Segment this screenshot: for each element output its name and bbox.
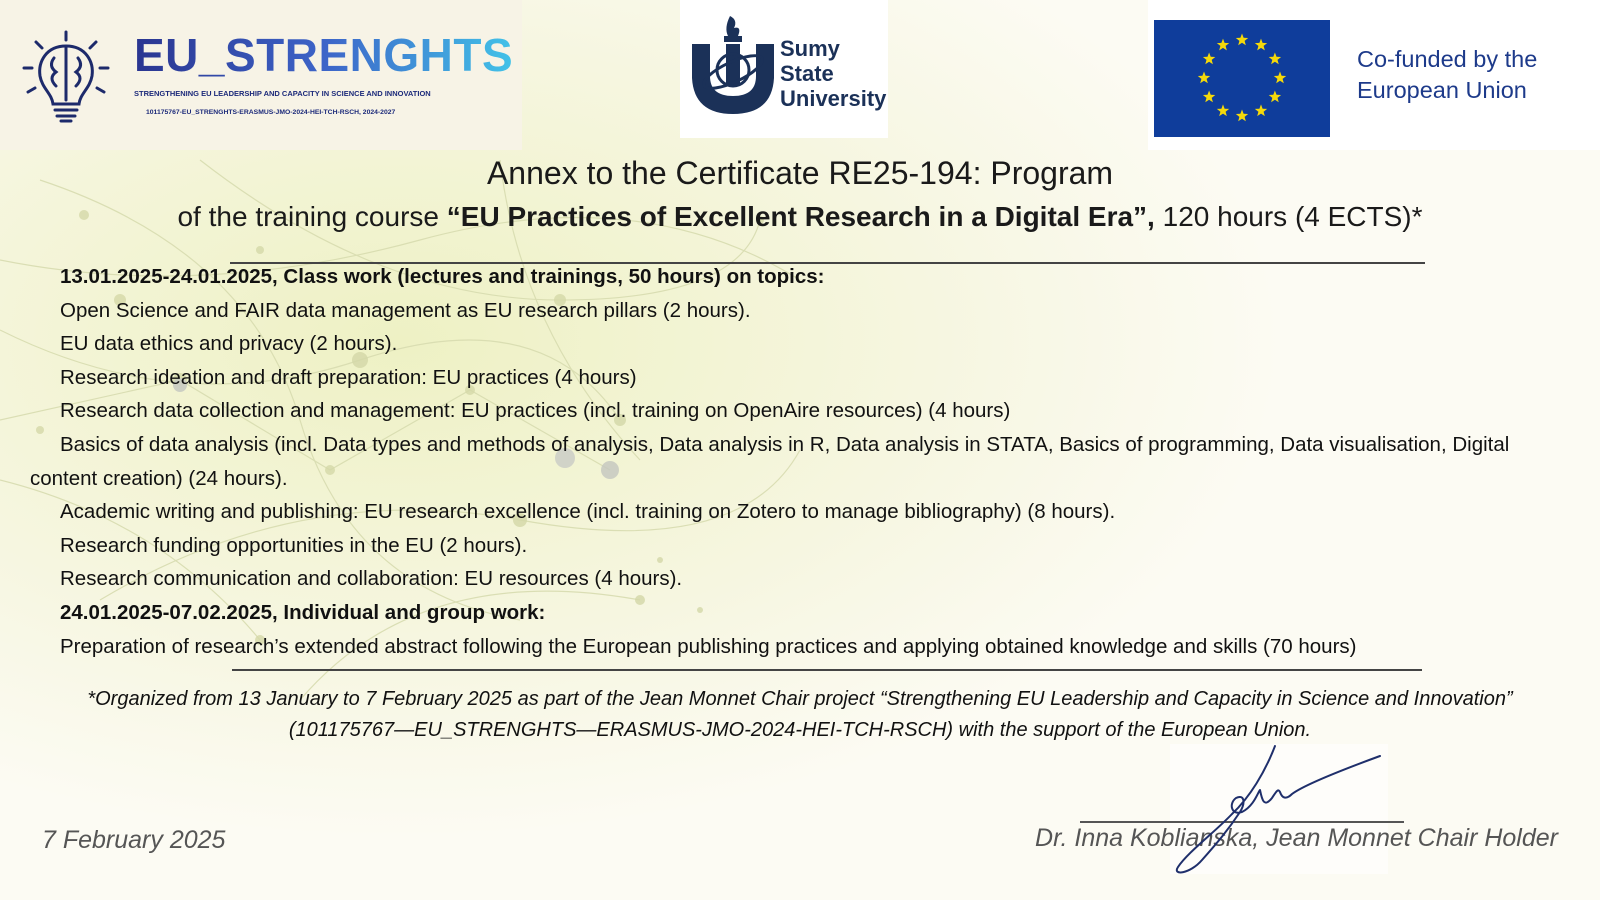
eu-funding-text-line-1: Co-funded by the (1357, 46, 1538, 72)
eu-strenghts-logo-title: EU_STRENGHTS (134, 29, 514, 81)
program-line-5: Research data collection and management: EU practices (incl. training on OpenAire resources) (4 hours) (60, 399, 1011, 423)
program-line-8: Research funding opportunities in the EU (2 hours). (60, 533, 528, 557)
sumy-university-emblem-icon (688, 14, 780, 118)
footnote: *Organized from 13 January to 7 February 2025 as part of the Jean Monnet Chair project “Strengthening EU Leadership and Capacity in Science and Innovation” (101175767—EU_STRENGHTS—ERASMUS-JMO-2024-HEI-TCH-RSCH) with the support of the European Union. (87, 688, 1513, 741)
university-name-line-3: University (780, 86, 887, 111)
program-line-1: 13.01.2025-24.01.2025, Class work (lectures and trainings, 50 hours) on topics: (60, 265, 825, 288)
program-line-9: Research communication and collaboration: EU resources (4 hours). (60, 567, 683, 591)
brain-lightbulb-icon (20, 30, 112, 128)
eu-strenghts-project-code: 101175767-EU_STRENGHTS-ERASMUS-JMO-2024-HEI-TCH-RSCH, 2024-2027 (146, 109, 396, 116)
program-line-4: Research ideation and draft preparation: EU practices (4 hours) (60, 365, 637, 389)
handwritten-signature (1170, 742, 1390, 877)
eu-flag-icon (1154, 20, 1330, 137)
university-name-line-2: State (780, 61, 834, 86)
issue-date: 7 February 2025 (42, 826, 226, 854)
university-name-line-1: Sumy (780, 36, 840, 61)
program-line-2: Open Science and FAIR data management as EU research pillars (2 hours). (60, 298, 751, 322)
course-title-prefix: of the training course (177, 201, 447, 232)
eu-funding-text (1357, 44, 1597, 106)
eu-funding-text-line-2: European Union (1357, 77, 1527, 103)
program-line-11: Preparation of research’s extended abstract following the European publishing practices and applying obtained knowledge and skills (70 hours) (60, 634, 1357, 658)
program-list (30, 260, 1575, 663)
program-line-10: 24.01.2025-07.02.2025, Individual and group work: (60, 600, 546, 624)
program-line-3: EU data ethics and privacy (2 hours). (60, 332, 398, 356)
bottom-divider (232, 669, 1422, 671)
course-hours: 120 hours (4 ECTS)* (1154, 201, 1423, 232)
signer-name: Dr. Inna Koblianska, Jean Monnet Chair Holder (1035, 824, 1558, 852)
course-name: “EU Practices of Excellent Research in a Digital Era”, (446, 201, 1155, 232)
program-line-6: Basics of data analysis (incl. Data types and methods of analysis, Data analysis in R, Data analysis in STATA, Basics of programming, Data visualisation, Digital content creation) (24 hours). (30, 432, 1510, 490)
university-name (780, 36, 900, 111)
eu-strenghts-logo-subtitle: STRENGTHENING EU LEADERSHIP AND CAPACITY IN SCIENCE AND INNOVATION (134, 89, 431, 98)
program-line-7: Academic writing and publishing: EU research excellence (incl. training on Zotero to manage bibliography) (8 hours). (60, 500, 1116, 524)
annex-title: Annex to the Certificate RE25-194: Program (486, 155, 1114, 191)
course-title (0, 201, 1600, 233)
